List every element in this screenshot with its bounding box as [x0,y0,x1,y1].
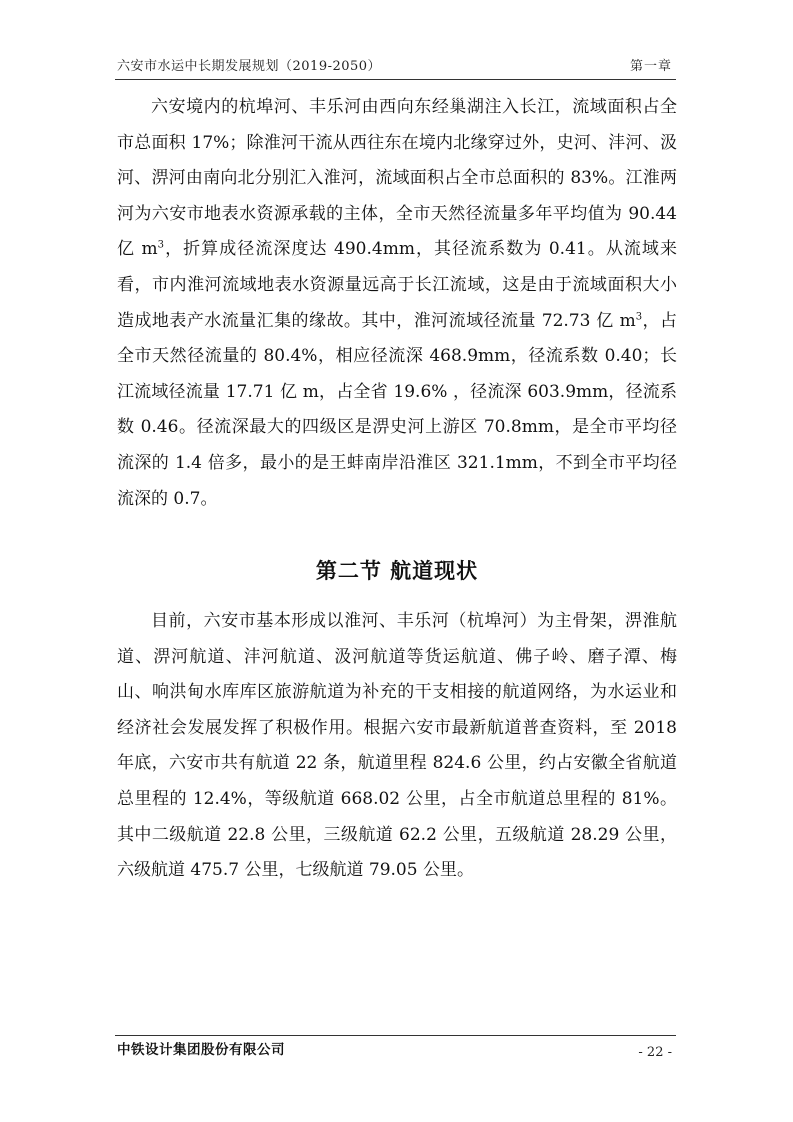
section-heading: 第二节 航道现状 [315,558,479,583]
paragraph-text-part: ，占全市天然径流量的 80.4%，相应径流深 468.9mm，径流系数 0.40；长江流域径流量 17.71 亿 m，占全省 19.6% ，径流深 603.9mm，径流系数 0.46。径流深最大的四级区是淠史河上游区 70.8mm，是全市平均径流深的 1.4 倍多，最小的是王蚌南岸沿淮区 321.1mm，不到全市平均径流深的 0.7。 [117,310,678,509]
footer-divider [115,1035,676,1036]
company-logo-text: 中铁设计集团股份有限公司 [117,1042,285,1058]
paragraph-text-part: 六安境内的杭埠河、丰乐河由西向东经巢湖注入长江，流域面积占全市总面积 17%；除淮河干流从西往东在境内北缘穿过外，史河、沣河、汲河、淠河由南向北分别汇入淮河，流域面积占全市总面积的 83%。江淮两河为六安市地表水资源承载的主体，全市天然径流量多年平均值为 90.44 亿 m [117,97,677,260]
superscript: 3 [157,239,165,251]
header-divider [115,79,676,80]
chapter-label: 第一章 [629,59,672,74]
paragraph-water-resources [117,90,677,517]
paragraph-waterway-status: 目前，六安市基本形成以淮河、丰乐河（杭埠河）为主骨架，淠淮航道、淠河航道、沣河航道、汲河航道等货运航道、佛子岭、磨子潭、梅山、响洪甸水库库区旅游航道为补充的干支相接的航道网络，为水运业和经济社会发展发挥了积极作用。根据六安市最新航道普查资料，至 2018 年底，六安市共有航道 22 条，航道里程 824.6 公里，约占安徽全省航道总里程的 12.4%，等级航道 668.02 公里，占全市航道总里程的 81%。其中二级航道 22.8 公里，三级航道 62.2 公里，五级航道 28.29 公里，六级航道 475.7 公里，七级航道 79.05 公里。 [117,611,677,881]
paragraph-text-part: ，折算成径流深度达 490.4mm，其径流系数为 0.41。从流域来看，市内淮河流域地表水资源量远高于长江流域，这是由于流域面积大小造成地表产水流量汇集的缘故。其中，淮河流域径流量 72.73 亿 m [117,239,677,331]
document-title: 六安市水运中长期发展规划（2019-2050） [117,59,382,74]
page-number: - 22 - [638,1045,672,1060]
running-header [117,55,676,75]
superscript: 3 [635,310,643,322]
